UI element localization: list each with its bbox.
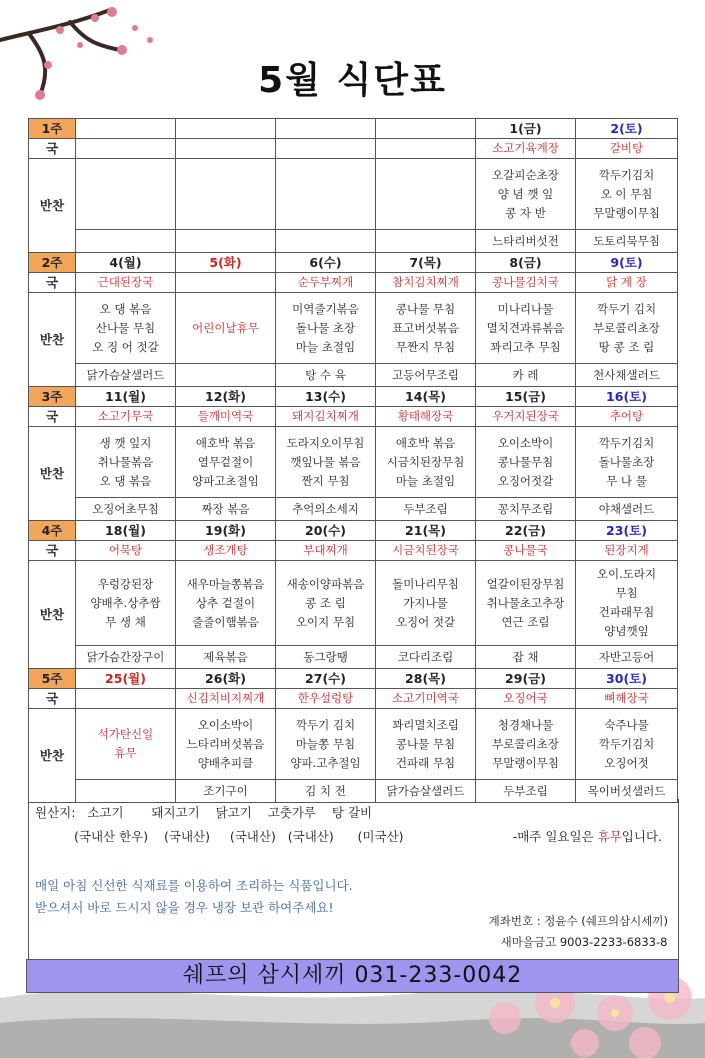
extra-dish: 고등어무조림: [376, 364, 476, 387]
soup-item: [276, 139, 376, 159]
extra-dish: 오징어초무침: [76, 498, 176, 521]
side-dish-cell: [376, 561, 476, 646]
side-dish-item: 양 념 깻 잎: [497, 186, 554, 201]
side-dish-item: 오이소박이: [197, 717, 254, 732]
side-dish-item: 애호박 볶음: [195, 435, 256, 450]
extra-dish: 자반고등어: [576, 646, 678, 669]
side-dish-row: [29, 561, 678, 646]
extra-dish-row: [29, 230, 678, 253]
side-dish-cell: [476, 561, 576, 646]
side-dish-item: 취나물볶음: [97, 454, 154, 469]
day-date: 27(수): [276, 669, 376, 689]
side-dish-item: 느타리버섯볶음: [186, 736, 265, 751]
extra-dish: [276, 230, 376, 253]
side-dish-item: 연근 조림: [501, 614, 550, 629]
side-dish-label: 반찬: [29, 159, 76, 253]
side-dish-item: 깍두기김치: [598, 167, 655, 182]
day-date: [76, 119, 176, 139]
side-dish-item: 오징어 젓갈: [395, 614, 456, 629]
side-dish-item: 깍두기김치: [598, 435, 655, 450]
side-dish-item: 오이.도라지: [596, 567, 657, 581]
side-dish-item: 양파.고추절임: [290, 755, 361, 770]
side-dish-item: 무침: [615, 586, 638, 600]
side-dish-item: 양념깻잎: [604, 624, 649, 638]
soup-item: [176, 273, 276, 293]
side-dish-cell: [376, 427, 476, 498]
day-date: 29(금): [476, 669, 576, 689]
side-dish-item: 생 깻 잎지: [99, 435, 152, 450]
soup-label: 국: [29, 407, 76, 427]
day-date: 7(목): [376, 253, 476, 273]
day-date: [276, 119, 376, 139]
soup-item: 한우설렁탕: [276, 689, 376, 709]
extra-dish: 두부조림: [476, 780, 576, 803]
freshness-notice: [35, 875, 353, 919]
week-label: 4주: [29, 521, 76, 541]
side-dish-item: 짠지 무침: [301, 473, 350, 488]
side-dish-item: 석가탄신일: [97, 727, 154, 741]
extra-dish: [176, 230, 276, 253]
extra-dish: 닭가슴살샐러드: [376, 780, 476, 803]
side-dish-item: 부로콜리초장: [593, 320, 660, 335]
side-dish-item: 열무겉절이: [197, 454, 254, 469]
side-dish-item: 깍두기 김치: [295, 717, 356, 732]
extra-dish: 짜장 볶음: [176, 498, 276, 521]
soup-item: 들깨미역국: [176, 407, 276, 427]
side-dish-cell: [376, 709, 476, 780]
account-holder: 계좌번호 : 정윤수 (쉐프의삼시세끼): [488, 914, 668, 928]
side-dish-item: 숙주나물: [604, 717, 649, 732]
side-dish-cell: [76, 293, 176, 364]
side-dish-item: 깻잎나물 볶음: [290, 454, 361, 469]
day-date: 8(금): [476, 253, 576, 273]
soup-label: 국: [29, 139, 76, 159]
soup-item: 돼지김치찌개: [276, 407, 376, 427]
week-header-row: [29, 253, 678, 273]
side-dish-label: 반찬: [29, 427, 76, 521]
side-dish-item: 시금치된장무침: [386, 454, 465, 469]
side-dish-label: 반찬: [29, 561, 76, 669]
side-dish-item: 마늘 초절임: [395, 473, 456, 488]
day-date: 6(수): [276, 253, 376, 273]
account-number: 새마을금고 9003-2233-6833-8: [500, 935, 668, 949]
side-dish-cell: [276, 159, 376, 230]
soup-item: 시금치된장국: [376, 541, 476, 561]
day-date: 1(금): [476, 119, 576, 139]
day-date: 23(토): [576, 521, 678, 541]
origin-detail-line: (국내산 한우) (국내산) (국내산) (국내산) (미국산): [74, 829, 404, 844]
side-dish-cell: [376, 159, 476, 230]
side-dish-item: 산나물 무침: [95, 320, 156, 335]
side-dish-item: 양배추피클: [197, 755, 254, 770]
extra-dish: 잡 채: [476, 646, 576, 669]
side-dish-item: 표고버섯볶음: [392, 320, 459, 335]
footer-banner: 쉐프의 삼시세끼 031-233-0042: [26, 959, 679, 993]
soup-row: [29, 689, 678, 709]
side-dish-item: 오징어젓갈: [497, 473, 554, 488]
side-dish-item: 취나물초고추장: [486, 595, 565, 610]
week-header-row: [29, 521, 678, 541]
extra-dish: 닭가슴간장구이: [76, 646, 176, 669]
soup-item: [376, 139, 476, 159]
extra-dish: [176, 364, 276, 387]
soup-row: [29, 407, 678, 427]
notice-line: 받으셔서 바로 드시지 않을 경우 냉장 보관 하여주세요!: [35, 900, 334, 915]
side-dish-item: 오징어젓: [604, 755, 649, 770]
soup-item: 생조개탕: [176, 541, 276, 561]
extra-dish: 코다리조림: [376, 646, 476, 669]
holiday-note-word: 휴무: [597, 829, 622, 844]
extra-dish: 카 레: [476, 364, 576, 387]
day-date: 13(수): [276, 387, 376, 407]
side-dish-item: 줄줄이햄볶음: [192, 614, 259, 629]
side-dish-item: 무말랭이무침: [492, 755, 559, 770]
side-dish-item: 건파래무침: [598, 605, 655, 619]
side-dish-item: 청경채나물: [497, 717, 554, 732]
side-dish-cell: [276, 561, 376, 646]
soup-item: 황태해장국: [376, 407, 476, 427]
soup-label: 국: [29, 273, 76, 293]
soup-item: [76, 139, 176, 159]
side-dish-item: 콩나물무침: [497, 454, 554, 469]
side-dish-item: 마늘 초절임: [295, 339, 356, 354]
side-dish-item: 꽈리고추 무침: [490, 339, 561, 354]
side-dish-row: [29, 293, 678, 364]
side-dish-item: 오이소박이: [497, 435, 554, 450]
extra-dish: 도토리묵무침: [576, 230, 678, 253]
soup-item: 어묵탕: [76, 541, 176, 561]
day-date: 19(화): [176, 521, 276, 541]
sunday-holiday-note: [513, 827, 662, 845]
extra-dish-row: [29, 498, 678, 521]
side-dish-label: 반찬: [29, 709, 76, 803]
side-dish-item: 콩나물 무침: [395, 736, 456, 751]
menu-table: [28, 118, 678, 803]
side-dish-label: 반찬: [29, 293, 76, 387]
day-date: 20(수): [276, 521, 376, 541]
soup-row: [29, 541, 678, 561]
soup-item: 소고기육계장: [476, 139, 576, 159]
soup-row: [29, 139, 678, 159]
side-dish-cell: [376, 293, 476, 364]
day-date: 11(월): [76, 387, 176, 407]
extra-dish: 김 치 전: [276, 780, 376, 803]
side-dish-cell: [576, 293, 678, 364]
extra-dish: 목이버섯샐러드: [576, 780, 678, 803]
day-date: 25(월): [76, 669, 176, 689]
side-dish-row: [29, 159, 678, 230]
side-dish-item: 오 댕 볶음: [99, 473, 152, 488]
extra-dish: 야채샐러드: [576, 498, 678, 521]
side-dish-cell: [276, 427, 376, 498]
side-dish-item: 도라지오이무침: [286, 435, 365, 450]
soup-label: 국: [29, 541, 76, 561]
soup-item: 뼈해장국: [576, 689, 678, 709]
side-dish-item: 멸치견과류볶음: [486, 320, 565, 335]
side-dish-cell: [576, 159, 678, 230]
side-dish-item: 깍두기김치: [598, 736, 655, 751]
side-dish-cell: [176, 709, 276, 780]
soup-item: [176, 139, 276, 159]
soup-item: 콩나물국: [476, 541, 576, 561]
side-dish-item: 얼갈이된장무침: [486, 576, 565, 591]
side-dish-cell: [476, 709, 576, 780]
soup-item: 우거지된장국: [476, 407, 576, 427]
side-dish-cell: [76, 561, 176, 646]
extra-dish: 제육볶음: [176, 646, 276, 669]
soup-item: 근대된장국: [76, 273, 176, 293]
week-label: 2주: [29, 253, 76, 273]
side-dish-cell: [176, 159, 276, 230]
side-dish-item: 땅 콩 조 림: [598, 339, 655, 354]
side-dish-item: 새송이양파볶음: [286, 576, 365, 591]
soup-item: 콩나물김치국: [476, 273, 576, 293]
holiday-note-pre: -매주 일요일은: [512, 829, 598, 844]
side-dish-item: 새우마늘쫑볶음: [186, 576, 265, 591]
side-dish-cell: [176, 293, 276, 364]
side-dish-item: 콩 조 림: [305, 595, 346, 610]
extra-dish-row: [29, 364, 678, 387]
side-dish-item: 콩나물 무침: [395, 301, 456, 316]
soup-item: 참치김치찌개: [376, 273, 476, 293]
side-dish-item: 휴무: [114, 746, 137, 760]
side-dish-cell: [476, 293, 576, 364]
extra-dish: 꽁치무조림: [476, 498, 576, 521]
side-dish-item: 건파래 무침: [395, 755, 456, 770]
extra-dish: 느타리버섯전: [476, 230, 576, 253]
soup-item: 소고기미역국: [376, 689, 476, 709]
side-dish-item: 어린이날휴무: [192, 320, 259, 335]
extra-dish: 천사채샐러드: [576, 364, 678, 387]
side-dish-cell: [476, 427, 576, 498]
soup-item: 소고기무국: [76, 407, 176, 427]
side-dish-item: 오갈피순초장: [492, 167, 559, 182]
side-dish-item: 부로콜리초장: [492, 736, 559, 751]
day-date: 15(금): [476, 387, 576, 407]
week-label: 3주: [29, 387, 76, 407]
day-date: 18(월): [76, 521, 176, 541]
side-dish-row: [29, 709, 678, 780]
side-dish-cell: [176, 427, 276, 498]
extra-dish: 추억의소세지: [276, 498, 376, 521]
soup-item: 된장지게: [576, 541, 678, 561]
soup-item: 갈비탕: [576, 139, 678, 159]
week-header-row: [29, 119, 678, 139]
day-date: 4(월): [76, 253, 176, 273]
day-date: 16(토): [576, 387, 678, 407]
extra-dish: 조기구이: [176, 780, 276, 803]
day-date: 9(토): [576, 253, 678, 273]
page-title: 5월 식단표: [258, 60, 447, 101]
side-dish-item: 무짠지 무침: [395, 339, 456, 354]
extra-dish: 동그랑땡: [276, 646, 376, 669]
side-dish-cell: [576, 427, 678, 498]
day-date: 12(화): [176, 387, 276, 407]
side-dish-cell: [576, 709, 678, 780]
side-dish-item: 양파고초절임: [192, 473, 259, 488]
account-info: [489, 911, 668, 953]
side-dish-item: 가지나물: [403, 595, 448, 610]
side-dish-row: [29, 427, 678, 498]
origin-line: 원산지: 소고기 돼지고기 닭고기 고춧가루 탕 갈비: [35, 805, 373, 820]
soup-item: 신김치비지찌개: [176, 689, 276, 709]
day-date: [376, 119, 476, 139]
side-dish-item: 오 징 어 젓갈: [92, 339, 159, 354]
side-dish-item: 돌나물 초장: [295, 320, 356, 335]
side-dish-item: 오 댕 볶음: [99, 301, 152, 316]
side-dish-item: 상추 겉절이: [195, 595, 256, 610]
extra-dish-row: [29, 646, 678, 669]
side-dish-cell: [276, 709, 376, 780]
side-dish-item: 무 생 채: [105, 614, 146, 629]
side-dish-cell: [576, 561, 678, 646]
extra-dish: [376, 230, 476, 253]
soup-row: [29, 273, 678, 293]
day-date: [176, 119, 276, 139]
side-dish-item: 미나리나물: [497, 301, 554, 316]
side-dish-item: 콩 자 반: [505, 205, 546, 220]
side-dish-cell: [176, 561, 276, 646]
day-date: 30(토): [576, 669, 678, 689]
side-dish-item: 애호박 볶음: [395, 435, 456, 450]
week-label: 5주: [29, 669, 76, 689]
holiday-note-post: 입니다.: [621, 829, 662, 844]
day-date: 2(토): [576, 119, 678, 139]
side-dish-item: 마늘쫑 무침: [295, 736, 356, 751]
soup-item: 닭 계 장: [576, 273, 678, 293]
soup-label: 국: [29, 689, 76, 709]
info-section: [28, 799, 679, 959]
side-dish-cell: [76, 709, 176, 780]
soup-item: 부대찌개: [276, 541, 376, 561]
side-dish-cell: [276, 293, 376, 364]
side-dish-item: 깍두기 김치: [596, 301, 657, 316]
notice-line: 매일 아침 신선한 식재료를 이용하여 조리하는 식품입니다.: [35, 878, 353, 893]
soup-item: 추어탕: [576, 407, 678, 427]
extra-dish: 두부조림: [376, 498, 476, 521]
side-dish-item: 무 나 물: [606, 473, 647, 488]
side-dish-cell: [76, 427, 176, 498]
week-label: 1주: [29, 119, 76, 139]
side-dish-item: 미역줄기볶음: [292, 301, 359, 316]
side-dish-cell: [476, 159, 576, 230]
soup-item: 순두부찌개: [276, 273, 376, 293]
side-dish-item: 오 이 무침: [600, 186, 653, 201]
extra-dish: [76, 230, 176, 253]
side-dish-item: 양배추.상추쌈: [90, 595, 161, 610]
extra-dish: 닭가슴살샐러드: [76, 364, 176, 387]
side-dish-item: 오이지 무침: [295, 614, 356, 629]
day-date: 21(목): [376, 521, 476, 541]
soup-item: [76, 689, 176, 709]
day-date: 22(금): [476, 521, 576, 541]
week-header-row: [29, 669, 678, 689]
week-header-row: [29, 387, 678, 407]
side-dish-item: 돌나물초장: [598, 454, 655, 469]
day-date: 26(화): [176, 669, 276, 689]
day-date: 14(목): [376, 387, 476, 407]
side-dish-cell: [76, 159, 176, 230]
extra-dish: 탕 수 육: [276, 364, 376, 387]
soup-item: 오징어국: [476, 689, 576, 709]
day-date: 5(화): [176, 253, 276, 273]
side-dish-item: 무말랭이무침: [593, 205, 660, 220]
side-dish-item: 우렁강된장: [97, 576, 154, 591]
day-date: 28(목): [376, 669, 476, 689]
side-dish-item: 꽈리멸치조림: [392, 717, 459, 732]
side-dish-item: 돌미나리무침: [392, 576, 459, 591]
